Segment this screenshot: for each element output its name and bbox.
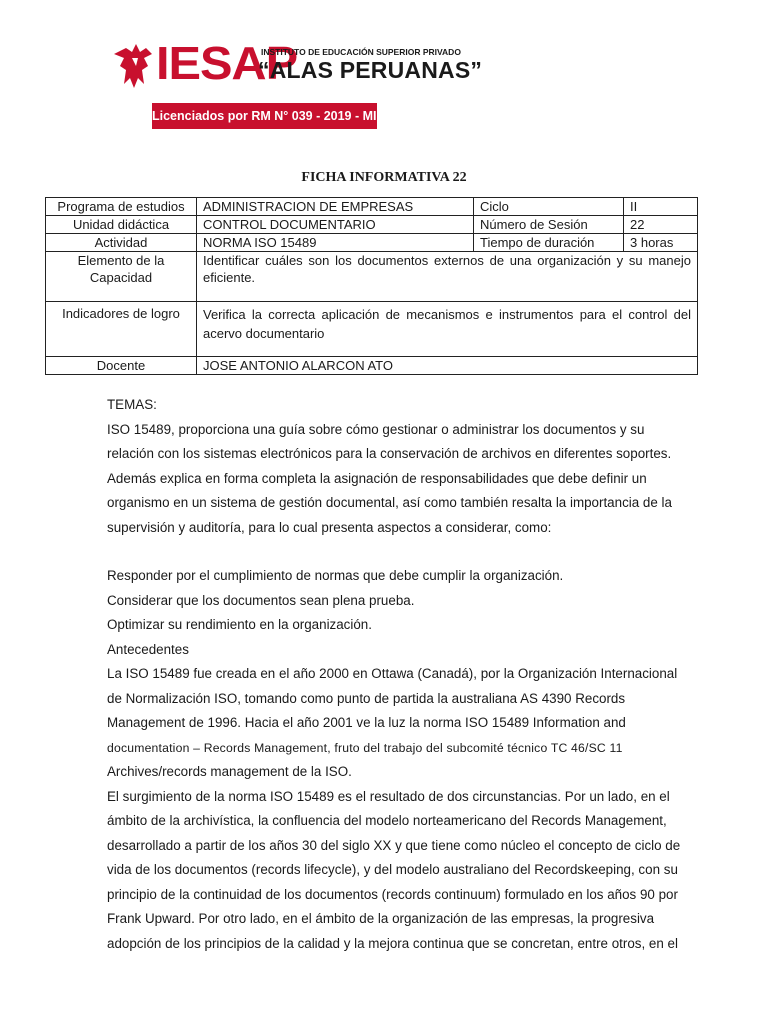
list-item: Responder por el cumplimiento de normas que debe cumplir la organización.: [107, 568, 564, 583]
programa-value: ADMINISTRACION DE EMPRESAS: [197, 198, 474, 216]
document-body: [107, 393, 697, 956]
paragraph-line: documentation – Records Management, fruto del trabajo del subcomité técnico TC 46/SC 11: [107, 740, 623, 755]
indicadores-label: Indicadores de logro: [46, 302, 197, 357]
elemento-label: [46, 252, 197, 302]
ciclo-label: Ciclo: [474, 198, 624, 216]
list-item: Considerar que los documentos sean plena prueba.: [107, 592, 415, 608]
docente-label: Docente: [46, 357, 197, 375]
table-row: [46, 252, 698, 302]
paragraph-line: organismo en un sistema de gestión documental, así como también resalta la importancia de la: [107, 495, 672, 510]
temas-heading: TEMAS:: [107, 397, 157, 412]
list-item: Optimizar su rendimiento en la organización.: [107, 617, 372, 632]
tiempo-label: Tiempo de duración: [474, 234, 624, 252]
ciclo-value: II: [624, 198, 698, 216]
paragraph-line: vida de los documentos (records lifecycle), y del modelo australiano del Recordskeeping, con su: [107, 862, 678, 877]
paragraph-line: relación con los sistemas electrónicos para la conservación de archivos en diferentes soportes.: [107, 446, 672, 461]
eagle-icon: [112, 40, 158, 90]
paragraph-line: de Normalización ISO, tomando como punto de partida la australiana AS 4390 Records: [107, 690, 626, 706]
actividad-label: Actividad: [46, 234, 197, 252]
indicadores-value: Verifica la correcta aplicación de mecanismos e instrumentos para el control del acervo documentario: [197, 302, 698, 357]
paragraph-line: ámbito de la archivística, la confluencia del modelo norteamericano del Records Management,: [107, 813, 667, 828]
antecedentes-heading: Antecedentes: [107, 641, 189, 657]
paragraph-line: principio de la continuidad de los documentos (records continuum) formulado en los años 90 por: [107, 886, 678, 902]
sesion-value: 22: [624, 216, 698, 234]
unidad-label: Unidad didáctica: [46, 216, 197, 234]
docente-value: JOSE ANTONIO ALARCON ATO: [197, 357, 698, 375]
institution-logo: [112, 37, 483, 133]
paragraph-line: El surgimiento de la norma ISO 15489 es el resultado de dos circunstancias. Por un lado, en el: [107, 788, 670, 804]
info-table: [45, 197, 698, 375]
elemento-value: Identificar cuáles son los documentos externos de una organización y su manejo eficiente.: [197, 252, 698, 302]
paragraph-line: supervisión y auditoría, para lo cual presenta aspectos a considerar, como:: [107, 519, 552, 535]
paragraph-line: La ISO 15489 fue creada en el año 2000 en Ottawa (Canadá), por la Organización Internacional: [107, 666, 678, 681]
institute-name: “ALAS PERUANAS”: [258, 57, 483, 83]
actividad-value: NORMA ISO 15489: [197, 234, 474, 252]
paragraph-line: ISO 15489, proporciona una guía sobre cómo gestionar o administrar los documentos y su: [107, 421, 645, 437]
license-banner: Licenciados por RM N° 039 - 2019 - MINEDU: [152, 103, 377, 129]
paragraph-line: adopción de los principios de la calidad y la mejora continua que se concretan, entre otros, en el: [107, 935, 678, 951]
table-row: [46, 302, 698, 357]
table-row: [46, 357, 698, 375]
document-title: FICHA INFORMATIVA 22: [301, 170, 467, 185]
elemento-label-line-2: Capacidad: [89, 270, 153, 285]
programa-label: Programa de estudios: [46, 198, 197, 216]
table-row: [46, 216, 698, 234]
sesion-label: Número de Sesión: [474, 216, 624, 234]
paragraph-line: Management de 1996. Hacia el año 2001 ve la luz la norma ISO 15489 Information and: [107, 715, 626, 730]
elemento-label-line-1: Elemento de la: [77, 253, 165, 268]
paragraph-line: Además explica en forma completa la asignación de responsabilidades que debe definir un: [107, 470, 647, 486]
table-row: [46, 234, 698, 252]
unidad-value: CONTROL DOCUMENTARIO: [197, 216, 474, 234]
tiempo-value: 3 horas: [624, 234, 698, 252]
paragraph-line: Frank Upward. Por otro lado, en el ámbito de la organización de las empresas, la progresiva: [107, 911, 655, 926]
paragraph-line: Archives/records management de la ISO.: [107, 764, 352, 779]
logo-wordmark: IESAP: [156, 37, 298, 89]
paragraph-line: desarrollado a partir de los años 30 del siglo XX y que tiene como núcleo el concepto de ciclo de: [107, 837, 681, 853]
table-row: [46, 198, 698, 216]
institute-line: INSTITUTO DE EDUCACIÓN SUPERIOR PRIVADO: [261, 47, 461, 57]
